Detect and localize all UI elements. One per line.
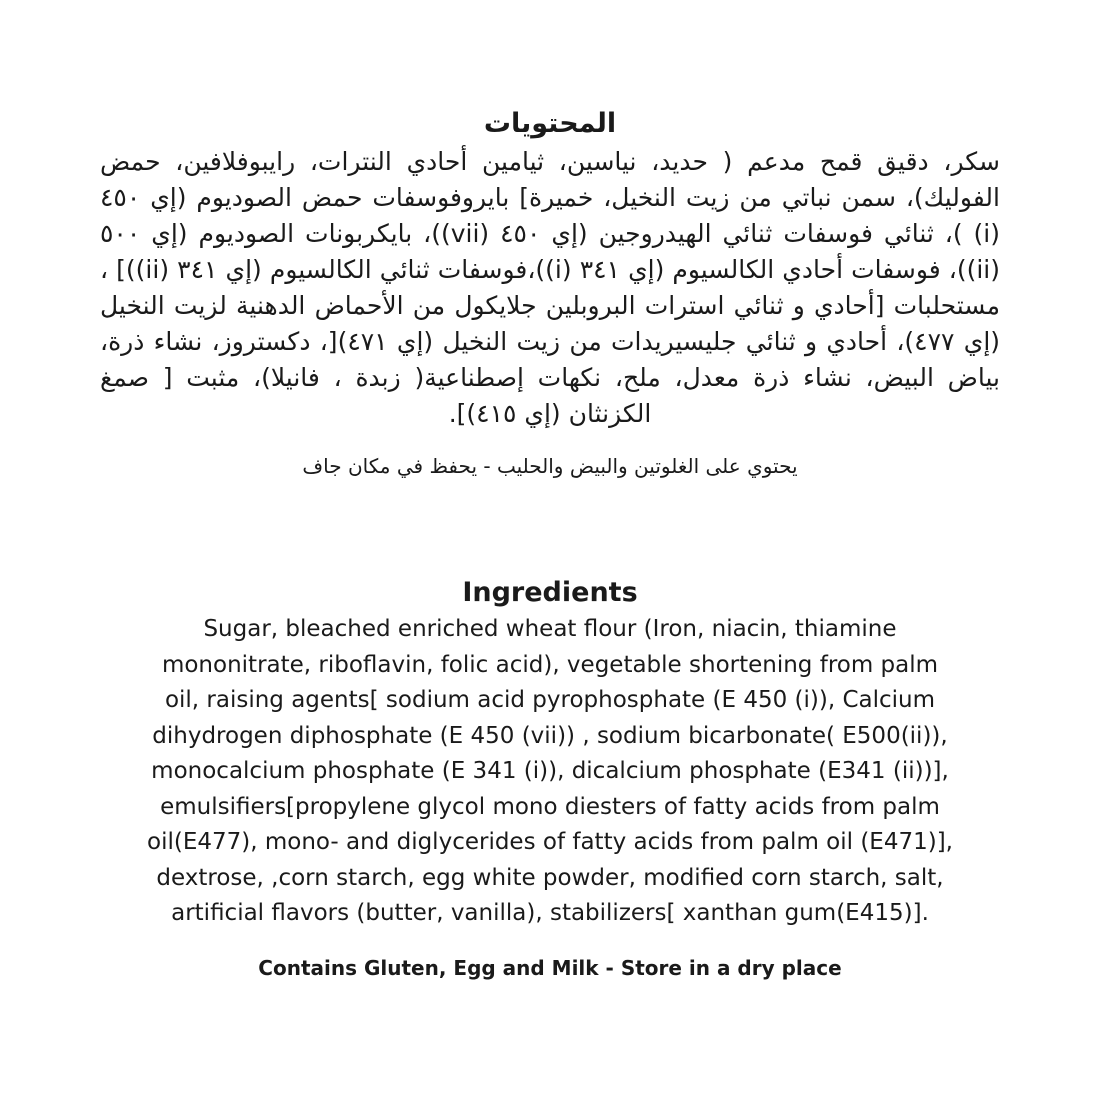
english-ingredients-text [60, 612, 1040, 932]
ingredients-line: monocalcium phosphate (E 341 (i)), dicalcium phosphate (E341 (ii))], [151, 758, 949, 784]
ingredients-line: emulsifiers[propylene glycol mono diesters of fatty acids from palm [160, 793, 940, 820]
ingredients-line: Sugar, bleached enriched wheat flour (Iron, niacin, thiamine [203, 616, 897, 642]
english-allergen-storage-note: Contains Gluten, Egg and Milk - Store in a dry place [258, 955, 842, 980]
arabic-ingredients-title: المحتويات [483, 108, 617, 139]
arabic-ingredients-text: سكر، دقيق قمح مدعم ( حديد، نياسين، ثيامين أحادي النترات، رايبوفلافين، حمض الفوليك)، سمن نباتي من زيت النخيل، خميرة] بايروفوسفات حمض الصوديوم (إي ٤٥٠ (i) )، ثنائي فوسفات ثنائي الهيدروجين (إي ٤٥٠ (vii))، بايكربونات الصوديوم (إي ٥٠٠ (ii))، فوسفات أحادي الكالسيوم (إي ٣٤١ (i))،فوسفات ثنائي الكالسيوم (إي ٣٤١ (ii))] ، مستحلبات [أحادي و ثنائي استرات البروبلين جلايكول من الأحماض الدهنية لزيت النخيل (إي ٤٧٧)، أحادي و ثنائي جليسيريدات من زيت النخيل (إي ٤٧١)[، دكستروز، نشاء ذرة، بياض البيض، نشاء ذرة معدل، ملح، نكهات إصطناعية( زبدة ، فانيلا)، مثبت [ صمغ الكزنثان (إي ٤١٥)]. [100, 147, 1001, 428]
ingredients-line: dextrose, ,corn starch, egg white powder, modified corn starch, salt, [156, 864, 944, 891]
ingredients-line: artificial flavors (butter, vanilla), stabilizers[ xanthan gum(E415)]. [171, 900, 929, 926]
english-ingredients-section [60, 574, 1040, 982]
english-ingredients-title: Ingredients [462, 577, 638, 608]
ingredients-line: dihydrogen diphosphate (E 450 (vii)) , sodium bicarbonate( E500(ii)), [152, 722, 948, 749]
ingredients-line: oil, raising agents[ sodium acid pyrophosphate (E 450 (i)), Calcium [164, 687, 936, 713]
ingredients-line: mononitrate, riboflavin, folic acid), vegetable shortening from palm [161, 651, 939, 678]
arabic-ingredients-section [100, 104, 1000, 480]
arabic-allergen-storage-note: يحتوي على الغلوتين والبيض والحليب - يحفظ في مكان جاف [302, 454, 798, 478]
ingredients-line: oil(E477), mono- and diglycerides of fatty acids from palm oil (E471)], [147, 829, 953, 855]
